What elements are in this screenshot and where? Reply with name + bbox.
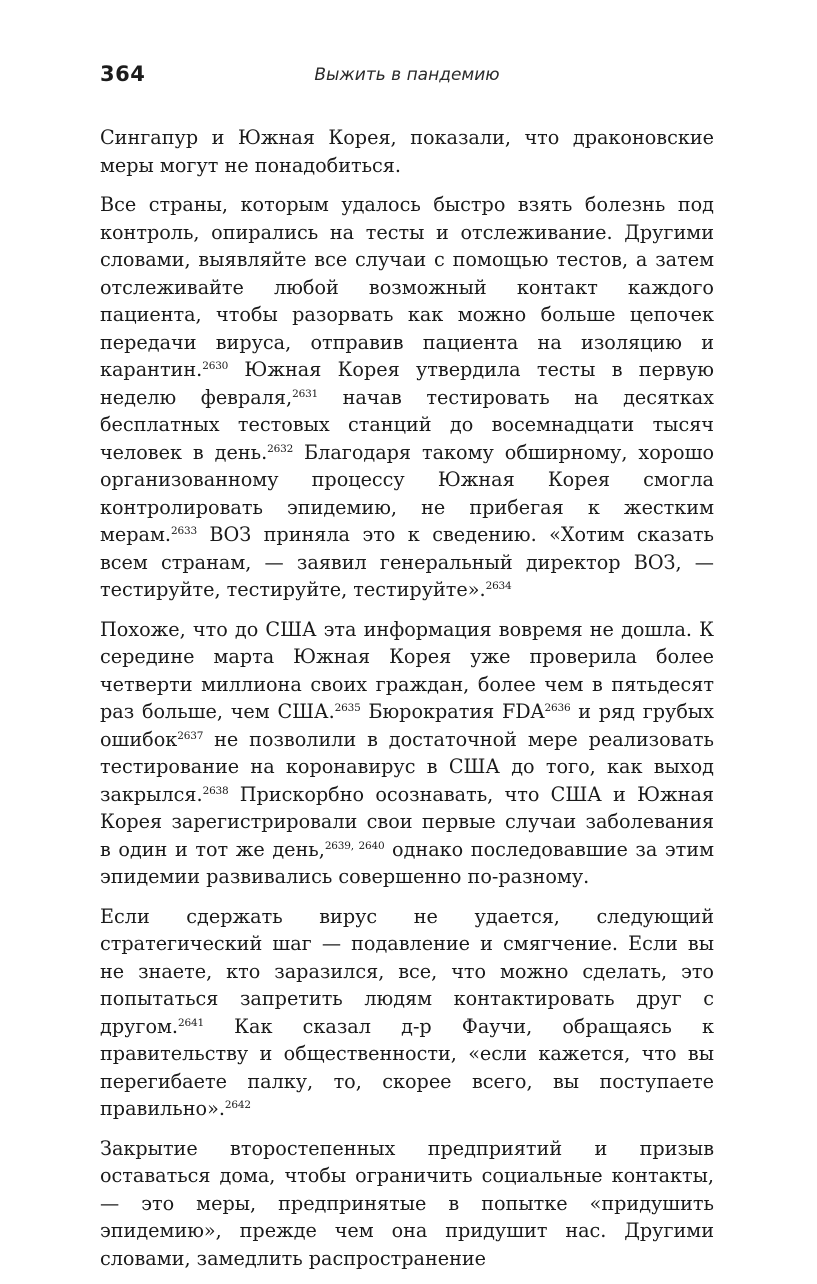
paragraph-text: ВОЗ приняла это к сведению. «Хотим сказать всем странам, — заявил генеральный директор ВОЗ, — тестируйте, тестируйте, тестируйте». (100, 523, 714, 601)
paragraph (100, 1135, 714, 1273)
footnote-reference: 2641 (178, 1016, 204, 1029)
footnote-reference: 2637 (177, 729, 204, 742)
paragraph-text: Все страны, которым удалось быстро взять болезнь под контроль, опирались на тесты и отслеживание. Другими словами, выявляйте все случаи с помощью тестов, а затем отслеживайте любой возможный контакт каждого пациента, чтобы разорвать как можно больше цепочек передачи вируса, отправив пациента на изоляцию и карантин. (100, 193, 714, 381)
paragraph-text: начав тестировать на десятках бесплатных тестовых станций до восемнадцати тысяч человек в день. (100, 385, 714, 464)
footnote-reference: 2634 (485, 580, 512, 592)
body-text (100, 124, 714, 1284)
paragraph-text: Благодаря такому обширному, хорошо организованному процессу Южная Корея смогла контролировать эпидемию, не прибегая к жестким мерам. (100, 440, 714, 546)
paragraph-text: и ряд грубых ошибок (100, 700, 714, 751)
paragraph-text: Если сдержать вирус не удается, следующий стратегический шаг — подавление и смягчение. Если вы не знаете, кто заразился, все, что можно сделать, это попытаться запретить людям контактировать друг с другом. (100, 904, 714, 1038)
paragraph-text: Похоже, что до США эта информация вовремя не дошла. К середине марта Южная Корея уже проверила более четверти миллиона своих граждан, более чем в пятьдесят раз больше, чем США. (100, 617, 714, 723)
footnote-reference: 2639, 2640 (324, 839, 385, 852)
footnote-reference: 2636 (544, 702, 571, 714)
paragraph-text: Сингапур и Южная Корея, показали, что драконовские меры могут не понадобиться. (100, 126, 714, 177)
footnote-reference: 2642 (224, 1099, 251, 1111)
footnote-reference: 2632 (267, 442, 294, 455)
footnote-reference: 2630 (202, 360, 229, 372)
footnote-reference: 2638 (202, 784, 229, 797)
paragraph (100, 191, 714, 604)
paragraph-text: Как сказал д-р Фаучи, обращаясь к правительству и общественности, «если кажется, что вы перегибаете палку, то, скорее всего, вы поступаете правильно». (100, 1014, 714, 1120)
paragraph-text: Прискорбно осознавать, что США и Южная Корея зарегистрировали свои первые случаи заболевания в один и тот же день, (100, 782, 714, 861)
paragraph (100, 616, 714, 891)
footnote-reference: 2631 (292, 387, 319, 400)
footnote-reference: 2633 (171, 525, 197, 537)
running-title: Выжить в пандемию (314, 65, 500, 85)
paragraph (100, 124, 714, 179)
page-number: 364 (100, 62, 146, 86)
paragraph-text: однако последовавшие за этим эпидемии развивались совершенно по-разному. (100, 837, 714, 888)
page-header (100, 62, 714, 90)
paragraph-text: Закрытие второстепенных предприятий и призыв оставаться дома, чтобы ограничить социальные контакты, — это меры, предпринятые в попытке «придушить эпидемию», прежде чем она придушит нас. Другими словами, замедлить распространение (100, 1136, 714, 1270)
footnote-reference: 2635 (334, 702, 361, 714)
paragraph-text: Бюрократия FDA (360, 700, 545, 723)
paragraph-text: не позволили в достаточной мере реализовать тестирование на коронавирус в США до того, как выход закрылся. (100, 727, 714, 806)
paragraph-text: Южная Корея утвердила тесты в первую неделю февраля, (100, 358, 714, 409)
paragraph (100, 903, 714, 1123)
